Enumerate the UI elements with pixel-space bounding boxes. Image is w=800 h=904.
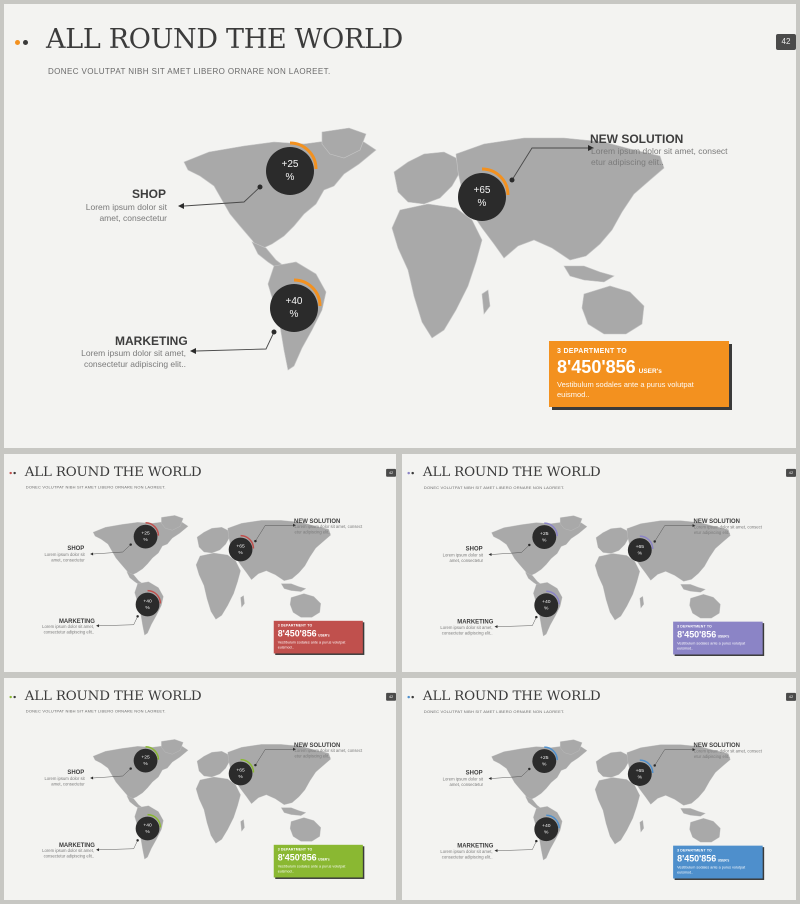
info-box-desc-line: euismod..: [677, 646, 694, 651]
marketing-stat-value: +40: [285, 296, 303, 307]
info-box-number: [677, 854, 759, 864]
marketing-desc-line: consectetur adipiscing elit..: [43, 853, 95, 859]
info-box-number: [278, 629, 359, 639]
info-box-number: [677, 630, 759, 640]
marketing-desc-line: consectetur adipiscing elit..: [441, 854, 493, 860]
marketing-title: MARKETING: [457, 618, 494, 626]
info-box-department: 3 DEPARTMENT TO: [677, 625, 712, 629]
info-box-number: [278, 853, 359, 863]
marketing-description: [439, 849, 493, 860]
shop-desc-line: amet, consectetur: [51, 557, 85, 563]
shop-title: SHOP: [67, 544, 85, 552]
marketing-title: MARKETING: [58, 841, 95, 849]
new-solution-stat-unit: %: [477, 198, 487, 209]
info-box-desc-line: Vestibulum sodales ante a purus volutpat: [277, 864, 346, 869]
shop-stat-value: +25: [141, 754, 150, 761]
new-solution-stat-unit: %: [238, 550, 243, 556]
info-box-department: 3 DEPARTMENT TO: [677, 849, 712, 853]
new-solution-stat-circle: [229, 538, 253, 562]
new-solution-description: [694, 525, 762, 536]
new-solution-desc-line: etur adipiscing elit..: [294, 529, 331, 535]
page-number-badge: 42: [786, 469, 796, 477]
page-subtitle: DONEC VOLUTPAT NIBH SIT AMET LIBERO ORNARE NON LAOREET.: [25, 709, 166, 714]
marketing-desc-line: consectetur adipiscing elit..: [441, 630, 493, 636]
info-box-department: 3 DEPARTMENT TO: [557, 348, 627, 355]
users-label: USER's: [638, 368, 662, 375]
marketing-description: [41, 848, 94, 859]
new-solution-description: [591, 146, 728, 168]
marketing-desc-line: Lorem ipsum dolor sit amet,: [440, 849, 493, 855]
users-info-box: [549, 341, 729, 407]
shop-title: SHOP: [465, 769, 483, 777]
shop-desc-line: amet, consectetur: [51, 781, 85, 787]
info-box-description: [677, 865, 759, 875]
info-box-description: [278, 640, 359, 650]
marketing-stat-circle: [534, 817, 558, 841]
users-count: 8'450'856: [677, 853, 717, 864]
info-box-desc-line: Vestibulum sodales ante a purus volutpat: [557, 380, 694, 389]
page-number-badge: 42: [386, 693, 396, 701]
shop-desc-line: Lorem ipsum dolor sit: [44, 776, 85, 781]
new-solution-title: NEW SOLUTION: [590, 132, 684, 146]
marketing-title: MARKETING: [58, 617, 95, 625]
marketing-stat-circle: [270, 284, 318, 332]
shop-desc-line: amet, consectetur: [449, 781, 484, 787]
info-box-desc-line: Vestibulum sodales ante a purus volutpat: [677, 865, 746, 870]
slide-orange[interactable]: [4, 4, 796, 448]
shop-desc-line: Lorem ipsum dolor sit: [44, 552, 85, 557]
shop-stat-value: +25: [540, 531, 549, 537]
info-box-desc-line: euismod..: [557, 390, 590, 399]
new-solution-desc-line: etur adipiscing elit..: [294, 753, 331, 759]
users-label: USER's: [318, 634, 330, 638]
new-solution-desc-line: etur adipiscing elit..: [694, 530, 731, 536]
new-solution-desc-line: Lorem ipsum dolor sit amet, consect: [591, 146, 728, 156]
marketing-description: [41, 624, 94, 635]
new-solution-title: NEW SOLUTION: [294, 517, 341, 525]
marketing-desc-line: Lorem ipsum dolor sit amet,: [42, 624, 95, 630]
shop-desc-line: Lorem ipsum dolor sit: [85, 202, 167, 212]
new-solution-desc-line: etur adipiscing elit..: [591, 157, 664, 167]
shop-title: SHOP: [465, 545, 483, 553]
shop-stat-circle: [134, 525, 158, 549]
marketing-desc-line: Lorem ipsum dolor sit amet,: [81, 348, 186, 358]
page-title: ALL ROUND THE WORLD: [422, 687, 601, 704]
users-label: USER's: [717, 635, 730, 639]
info-box-desc-line: euismod..: [277, 645, 294, 650]
new-solution-title: NEW SOLUTION: [693, 517, 740, 525]
users-count: 8'450'856: [677, 629, 717, 640]
page-title: ALL ROUND THE WORLD: [46, 24, 403, 55]
shop-stat-unit: %: [542, 537, 547, 544]
page-subtitle: DONEC VOLUTPAT NIBH SIT AMET LIBERO ORNARE NON LAOREET.: [423, 709, 565, 714]
new-solution-stat-unit: %: [637, 774, 643, 780]
marketing-description: [439, 625, 493, 636]
new-solution-stat-unit: %: [238, 774, 243, 780]
users-count: 8'450'856: [277, 628, 317, 639]
shop-title: SHOP: [67, 768, 85, 776]
slide-red[interactable]: [4, 454, 396, 672]
shop-stat-unit: %: [285, 172, 295, 183]
new-solution-stat-circle: [229, 762, 253, 786]
shop-stat-unit: %: [542, 761, 547, 768]
page-subtitle: DONEC VOLUTPAT NIBH SIT AMET LIBERO ORNARE NON LAOREET.: [48, 67, 331, 76]
new-solution-description: [694, 749, 762, 760]
new-solution-stat-value: +65: [236, 543, 245, 550]
marketing-stat-unit: %: [145, 828, 150, 835]
marketing-desc-line: Lorem ipsum dolor sit amet,: [440, 625, 493, 631]
info-box-desc-line: euismod..: [277, 869, 294, 874]
marketing-stat-value: +40: [143, 598, 152, 604]
new-solution-desc-line: etur adipiscing elit..: [694, 754, 731, 760]
marketing-title: MARKETING: [115, 334, 188, 348]
slide-purple[interactable]: [402, 454, 796, 672]
shop-stat-circle: [532, 749, 556, 773]
info-box-number: [557, 357, 721, 378]
page-number-badge: 42: [776, 34, 796, 50]
marketing-desc-line: Lorem ipsum dolor sit amet,: [42, 848, 95, 854]
info-box-desc-line: euismod..: [677, 870, 694, 875]
info-box-description: [557, 380, 721, 400]
new-solution-desc-line: Lorem ipsum dolor sit amet, consect: [294, 524, 363, 530]
shop-desc-line: Lorem ipsum dolor sit: [442, 776, 484, 782]
page-number-badge: 42: [786, 693, 796, 701]
page-title: ALL ROUND THE WORLD: [24, 463, 202, 480]
marketing-stat-value: +40: [143, 822, 152, 828]
new-solution-desc-line: Lorem ipsum dolor sit amet, consect: [694, 524, 762, 530]
marketing-stat-unit: %: [289, 309, 299, 320]
page-title: ALL ROUND THE WORLD: [422, 463, 601, 480]
shop-description: [82, 202, 167, 224]
new-solution-stat-circle: [628, 538, 652, 562]
shop-stat-value: +25: [281, 159, 299, 170]
shop-stat-value: +25: [540, 755, 549, 761]
shop-desc-line: amet, consectetur: [99, 213, 167, 223]
slide-green[interactable]: [4, 678, 396, 900]
users-count: 8'450'856: [557, 357, 636, 377]
users-count: 8'450'856: [277, 852, 317, 863]
shop-description: [43, 552, 85, 563]
users-label: USER's: [318, 858, 330, 862]
marketing-stat-circle: [534, 593, 558, 617]
shop-stat-value: +25: [141, 530, 150, 537]
shop-description: [441, 777, 483, 788]
shop-desc-line: Lorem ipsum dolor sit: [442, 552, 484, 558]
new-solution-desc-line: Lorem ipsum dolor sit amet, consect: [294, 748, 363, 754]
info-box-desc-line: Vestibulum sodales ante a purus volutpat: [677, 641, 746, 646]
slide-blue[interactable]: [402, 678, 796, 900]
new-solution-stat-value: +65: [635, 544, 645, 550]
new-solution-stat-unit: %: [637, 550, 643, 556]
marketing-stat-circle: [136, 817, 160, 841]
marketing-stat-unit: %: [544, 605, 549, 612]
marketing-title: MARKETING: [457, 842, 494, 850]
shop-title: SHOP: [132, 187, 167, 201]
shop-stat-circle: [266, 147, 314, 195]
new-solution-stat-value: +65: [236, 767, 245, 774]
marketing-stat-circle: [136, 593, 160, 617]
marketing-desc-line: consectetur adipiscing elit..: [43, 629, 95, 635]
users-info-box: [274, 621, 363, 654]
new-solution-stat-circle: [628, 762, 652, 786]
marketing-stat-value: +40: [542, 823, 551, 829]
info-box-department: 3 DEPARTMENT TO: [277, 848, 313, 852]
info-box-department: 3 DEPARTMENT TO: [277, 624, 313, 628]
marketing-desc-line: consectetur adipiscing elit..: [83, 359, 186, 369]
info-box-description: [278, 864, 359, 874]
new-solution-desc-line: Lorem ipsum dolor sit amet, consect: [694, 748, 762, 754]
marketing-stat-unit: %: [145, 604, 150, 611]
new-solution-stat-value: +65: [635, 768, 645, 774]
page-subtitle: DONEC VOLUTPAT NIBH SIT AMET LIBERO ORNARE NON LAOREET.: [25, 485, 166, 490]
users-info-box: [274, 845, 363, 878]
marketing-stat-unit: %: [544, 829, 549, 836]
shop-stat-circle: [134, 749, 158, 773]
new-solution-stat-circle: [458, 173, 506, 221]
page-title: ALL ROUND THE WORLD: [24, 687, 202, 704]
shop-stat-unit: %: [143, 761, 148, 767]
new-solution-description: [295, 748, 363, 759]
info-box-description: [677, 641, 759, 651]
new-solution-stat-value: +65: [473, 185, 491, 196]
users-info-box: [673, 622, 763, 655]
new-solution-title: NEW SOLUTION: [294, 741, 341, 749]
page-number-badge: 42: [386, 469, 396, 477]
new-solution-description: [295, 524, 363, 535]
users-label: USER's: [717, 859, 730, 863]
shop-description: [441, 553, 483, 564]
page-subtitle: DONEC VOLUTPAT NIBH SIT AMET LIBERO ORNARE NON LAOREET.: [423, 485, 565, 490]
new-solution-title: NEW SOLUTION: [693, 741, 740, 749]
shop-desc-line: amet, consectetur: [449, 557, 484, 563]
shop-stat-unit: %: [143, 537, 148, 543]
shop-description: [43, 776, 85, 787]
shop-stat-circle: [532, 525, 556, 549]
users-info-box: [673, 846, 763, 879]
marketing-description: [78, 348, 186, 370]
marketing-stat-value: +40: [542, 599, 551, 605]
info-box-desc-line: Vestibulum sodales ante a purus volutpat: [277, 640, 346, 645]
